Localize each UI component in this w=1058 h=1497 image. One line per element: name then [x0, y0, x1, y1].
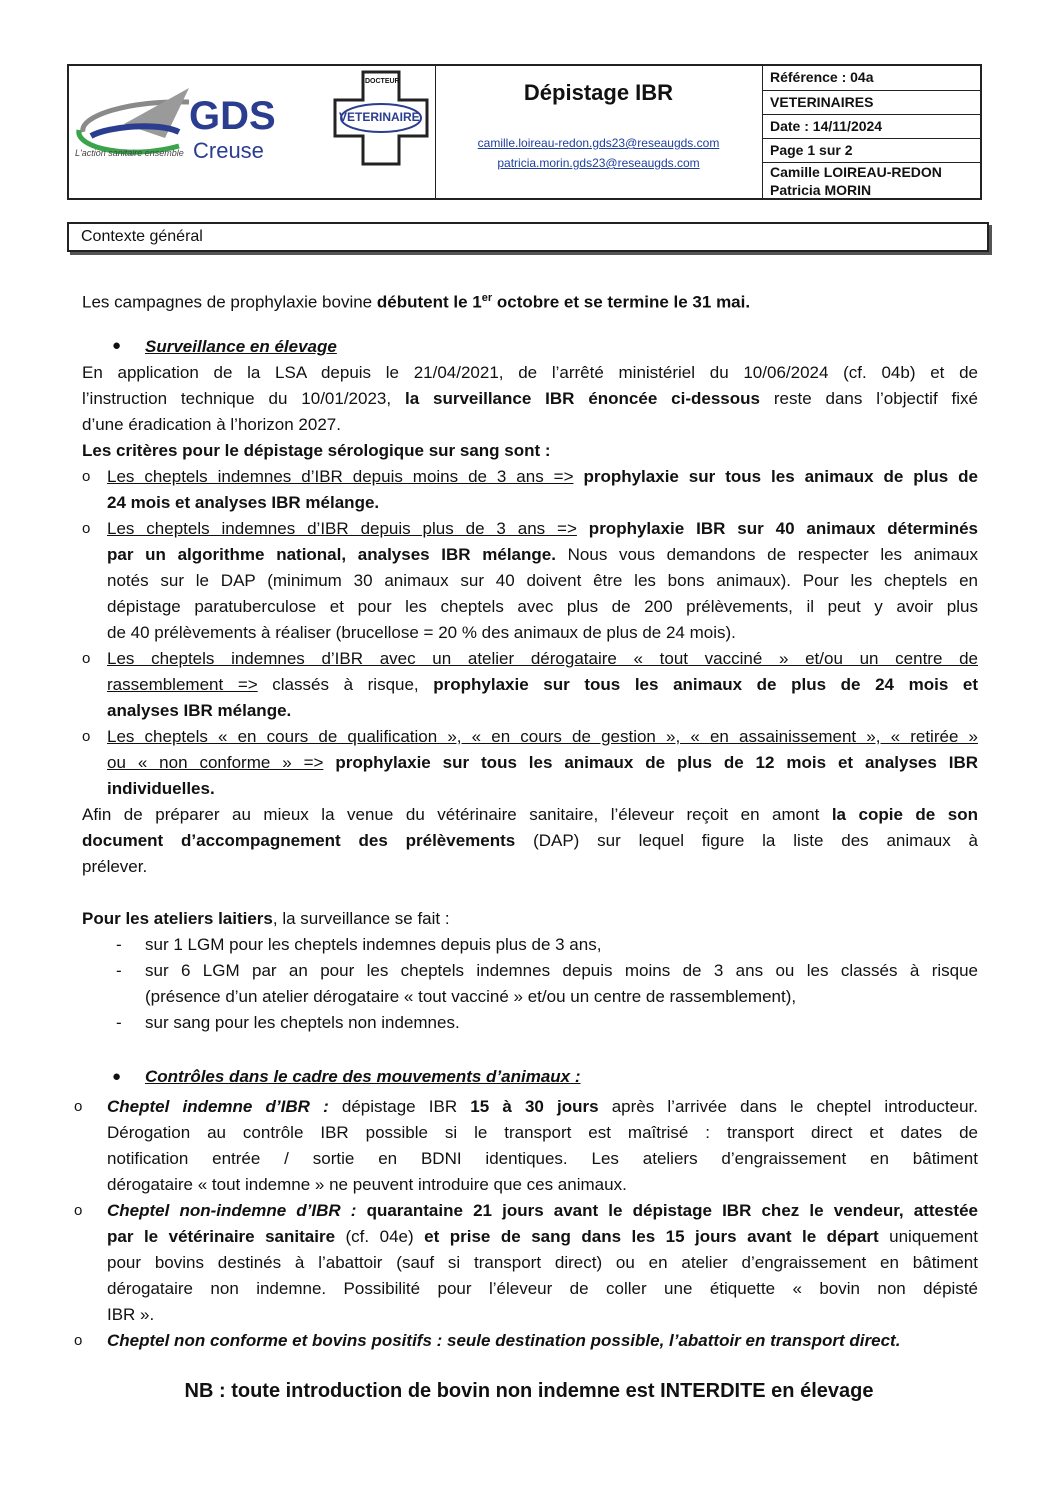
title-cell [435, 66, 763, 198]
mouv-item-2: Cheptel non-indemne d’IBR : quarantaine 21 jours avant le dépistage IBR chez le vendeur, attestée [107, 1201, 978, 1220]
criteria-item-4-l2: ou « non conforme » => prophylaxie sur tous les animaux de plus de 12 mois et analyses IBR [107, 753, 978, 772]
author-1: Camille LOIREAU-REDON [770, 164, 942, 180]
dash-bullet: - [116, 961, 122, 980]
dash-bullet: - [116, 1013, 122, 1032]
circle-bullet-icon: o [82, 650, 91, 667]
criteria-item-2: Les cheptels indemnes d’IBR depuis plus de 3 ans => prophylaxie IBR sur 40 animaux déterminés [107, 519, 978, 538]
mouv-item-1-l4: dérogataire « tout indemne » ne peuvent introduire que ces animaux. [107, 1175, 627, 1194]
page-number: Page 1 sur 2 [770, 142, 853, 158]
surv-p2-l2: document d’accompagnement des prélèvements (DAP) sur lequel figure la liste des animaux à [82, 831, 978, 850]
date: Date : 14/11/2024 [770, 118, 883, 134]
circle-bullet-icon: o [82, 728, 91, 745]
section-title-box [67, 222, 989, 252]
email-link-1[interactable]: camille.loireau-redon.gds23@reseaugds.com [477, 136, 720, 150]
intro-paragraph: Les campagnes de prophylaxie bovine débutent le 1er octobre et se termine le 31 mai. [82, 292, 751, 312]
dash-bullet: - [116, 935, 122, 954]
circle-bullet-icon: o [74, 1332, 83, 1349]
laitiers-intro: Pour les ateliers laitiers, la surveillance se fait : [82, 909, 450, 928]
laitiers-item-2-l2: (présence d’un atelier dérogataire « tout vacciné » et/ou un centre de rassemblement), [145, 987, 797, 1006]
bullet-icon: ● [112, 337, 122, 354]
criteria-item-2-l3: notés sur le DAP (minimum 30 animaux sur 40 doivent être les bons animaux). Pour les cheptels en [107, 571, 978, 590]
criteria-item-1: Les cheptels indemnes d’IBR depuis moins de 3 ans => prophylaxie sur tous les animaux de plus de [107, 467, 978, 486]
laitiers-item-3: sur sang pour les cheptels non indemnes. [145, 1013, 460, 1032]
surv-p1-l2: l’instruction technique du 10/01/2023, la surveillance IBR énoncée ci-dessous reste dans l’objectif fixé [82, 389, 978, 408]
mouv-item-1-l2: Dérogation au contrôle IBR possible si le transport est maîtrisé : transport direct et dates de [107, 1123, 978, 1142]
criteria-item-2-l2: par un algorithme national, analyses IBR mélange. Nous vous demandons de respecter les animaux [107, 545, 978, 564]
logo-vet-top: DOCTEUR [365, 78, 400, 85]
section-title: Contexte général [81, 228, 203, 245]
laitiers-item-1: sur 1 LGM pour les cheptels indemnes depuis plus de 3 ans, [145, 935, 602, 954]
criteria-item-3-l2: rassemblement => classés à risque, prophylaxie sur tous les animaux de plus de 24 mois et [107, 675, 978, 694]
laitiers-item-2: sur 6 LGM par an pour les cheptels indemnes depuis moins de 3 ans ou les classés à risque [145, 961, 978, 980]
criteria-item-2-l4: dépistage paratuberculose et pour les cheptels avec plus de 200 prélèvements, il peut y avoir plus [107, 597, 978, 616]
surv-p1-l3: d’une éradication à l’horizon 2027. [82, 415, 341, 434]
surv-p1-l1: En application de la LSA depuis le 21/04/2021, de l’arrêté ministériel du 10/06/2024 (cf. 04b) et de [82, 363, 978, 382]
circle-bullet-icon: o [82, 468, 91, 485]
surv-p2-l3: prélever. [82, 857, 148, 876]
circle-bullet-icon: o [82, 520, 91, 537]
criteria-item-3: Les cheptels indemnes d’IBR avec un atelier dérogataire « tout vacciné » et/ou un centre de [107, 649, 978, 668]
logo-cell [69, 66, 436, 198]
criteria-item-4: Les cheptels « en cours de qualification », « en cours de gestion », « en assainissement », « retirée » [107, 727, 978, 746]
email-link-2[interactable]: patricia.morin.gds23@reseaugds.com [497, 156, 700, 170]
surv-p2-l1: Afin de préparer au mieux la venue du vétérinaire sanitaire, l’éleveur reçoit en amont la copie de son [82, 805, 979, 824]
criteria-title: Les critères pour le dépistage sérologique sur sang sont : [82, 441, 551, 460]
criteria-item-1-l2: 24 mois et analyses IBR mélange. [107, 493, 380, 512]
mouv-item-2-l3: pour bovins destinés à l’abattoir (sauf si transport direct) ou en atelier d’engraissement en bâtiment [107, 1253, 978, 1272]
logo-gds-text: GDS [189, 94, 276, 138]
logo-tagline: L'action sanitaire ensemble [75, 148, 184, 158]
mouv-item-2-l4: dérogataire non indemne. Possibilité pour l’éleveur de coller une étiquette « bovin non dépisté [107, 1279, 978, 1298]
mouv-item-2-l2: par le vétérinaire sanitaire (cf. 04e) et prise de sang dans les 15 jours avant le départ uniquement [107, 1227, 978, 1246]
logo-vet-text: VETERINAIRE [339, 110, 420, 124]
criteria-item-2-l5: de 40 prélèvements à réaliser (brucellose = 20 % des animaux de plus de 24 mois). [107, 623, 736, 642]
logo-creuse-text: Creuse [193, 138, 264, 163]
mouv-item-1: Cheptel indemne d’IBR : dépistage IBR 15 à 30 jours après l’arrivée dans le cheptel introducteur. [107, 1097, 978, 1116]
criteria-item-4-l3: individuelles. [107, 779, 215, 798]
mouvements-heading: Contrôles dans le cadre des mouvements d’animaux : [145, 1067, 581, 1086]
author-2: Patricia MORIN [770, 182, 872, 198]
mouv-item-2-l5: IBR ». [107, 1305, 155, 1324]
circle-bullet-icon: o [74, 1098, 83, 1115]
mouv-item-3: Cheptel non conforme et bovins positifs : seule destination possible, l’abattoir en transport direct. [107, 1331, 901, 1350]
mouv-item-1-l3: notification entrée / sortie en BDNI identiques. Les ateliers d’engraissement en bâtiment [107, 1149, 978, 1168]
criteria-item-3-l3: analyses IBR mélange. [107, 701, 292, 720]
nb-note: NB : toute introduction de bovin non indemne est INTERDITE en élevage [184, 1380, 874, 1402]
bullet-icon: ● [112, 1068, 122, 1085]
circle-bullet-icon: o [74, 1202, 83, 1219]
document-title: Dépistage IBR [523, 80, 674, 105]
reference-cell [762, 66, 980, 198]
surveillance-heading: Surveillance en élevage [145, 337, 337, 356]
header-table [67, 64, 982, 200]
reference: Référence : 04a [770, 69, 874, 85]
audience: VETERINAIRES [770, 94, 874, 110]
